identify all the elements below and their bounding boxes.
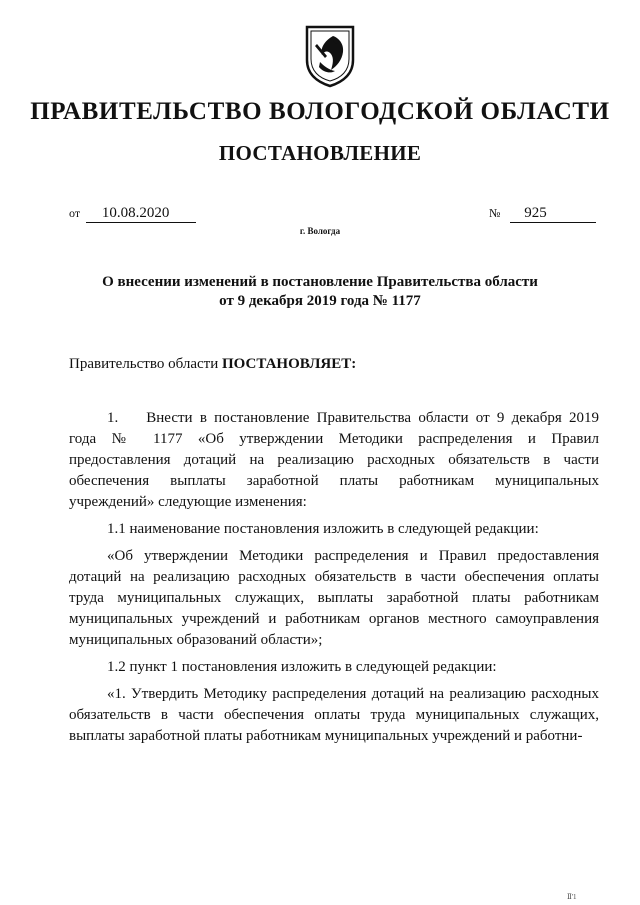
paragraph-1-text: Внести в постановление Правительства области от 9 декабря 2019 года № 1177 «Об утверждении Методики распределения и Правил предоставления дотаций на реализацию расходных обязательств в части обеспечения выплаты заработной платы работникам муниципальных учреждений» следующие изменения: [69, 410, 599, 510]
preamble-text: Правительство области [69, 356, 222, 372]
footer-mark: Ⅱ'1 [567, 893, 577, 901]
paragraph-5: «1. Утвердить Методику распределения дотаций на реализацию расходных обязательств в части обеспечения оплаты труда муниципальных служащих, выплаты заработной платы работникам муниципальных учреждений и работни- [69, 686, 599, 744]
organization-name: ПРАВИТЕЛЬСТВО ВОЛОГОДСКОЙ ОБЛАСТИ [30, 98, 610, 125]
title-line-1: О внесении изменений в постановление Правительства области [102, 274, 538, 290]
paragraph-1-number: 1. [107, 410, 119, 426]
date-label: от [69, 206, 81, 220]
title-line-2: от 9 декабря 2019 года № 1177 [219, 293, 421, 309]
document-title [60, 273, 580, 311]
preamble-bold: ПОСТАНОВЛЯЕТ: [221, 356, 357, 372]
document-body [69, 408, 599, 753]
paragraph-3: «Об утверждении Методики распределения и Правил предоставления дотаций на реализацию расходных обязательств в части обеспечения оплаты труда муниципальных служащих, выплаты заработной платы работникам муниципальных учреждений и работникам органов местного самоуправления муниципальных образований области»; [69, 548, 599, 648]
number-value: 925 [510, 205, 596, 223]
date-value: 10.08.2020 [86, 205, 196, 223]
document-type: ПОСТАНОВЛЕНИЕ [218, 141, 422, 165]
paragraph-1 [69, 408, 599, 513]
number-label: № [489, 206, 501, 220]
document-number [489, 205, 596, 223]
coat-of-arms-icon [303, 24, 357, 88]
document-date [69, 205, 196, 223]
paragraph-2: 1.1 наименование постановления изложить в следующей редакции: [107, 521, 539, 537]
paragraph-4: 1.2 пункт 1 постановления изложить в следующей редакции: [107, 659, 497, 675]
preamble [69, 356, 356, 373]
city-name: г. Вологда [299, 226, 341, 236]
